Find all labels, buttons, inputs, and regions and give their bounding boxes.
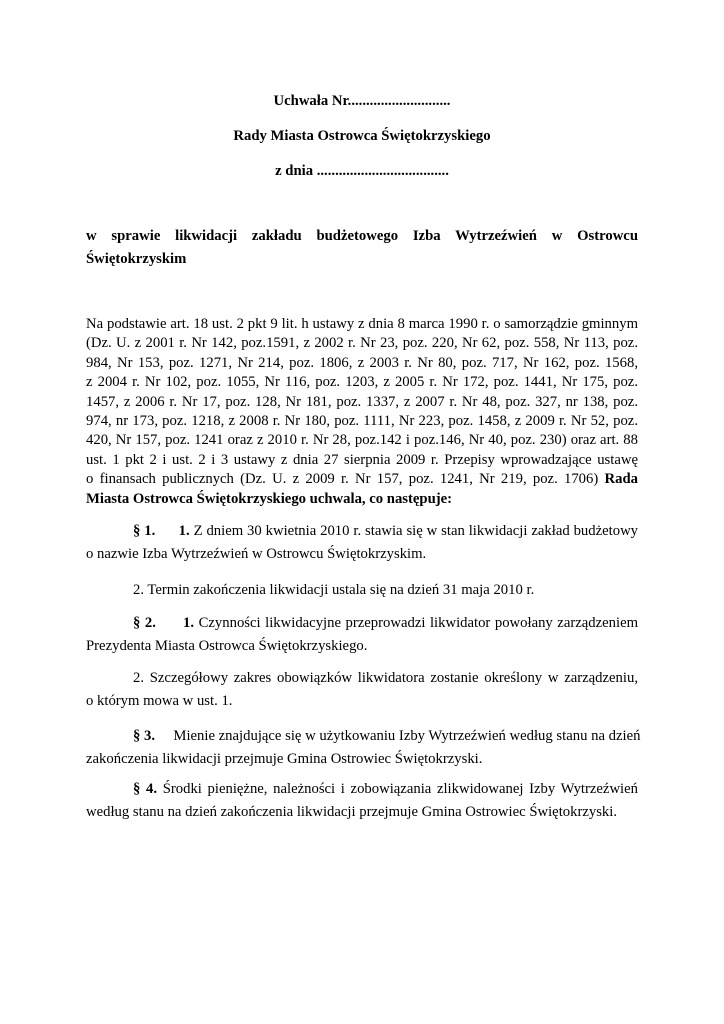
- preamble-line: Na podstawie art. 18 ust. 2 pkt 9 lit. h ustawy z dnia 8 marca 1990 r. o samorządzie gminnym: [86, 316, 638, 332]
- preamble-line-text: o finansach publicznych (Dz. U. z 2009 r. Nr 157, poz. 1241, Nr 219, poz. 1706): [86, 471, 599, 488]
- section-3-mark: § 3.: [133, 728, 156, 744]
- preamble-line: (Dz. U. z 2001 r. Nr 142, poz.1591, z 2002 r. Nr 23, poz. 220, Nr 62, poz. 558, Nr 113, poz.: [86, 335, 638, 352]
- preamble-line-last: [86, 470, 638, 489]
- section-2-point-2-line-1: 2. Szczegółowy zakres obowiązków likwidatora zostanie określony w zarządzeniu,: [133, 670, 638, 686]
- section-2: [86, 612, 638, 658]
- section-3-text: Mienie znajdujące się w użytkowaniu Izby Wytrzeźwień według stanu na dzień: [173, 728, 641, 744]
- subject-line-2: Świętokrzyskim: [86, 251, 187, 267]
- preamble: [86, 315, 638, 509]
- subject: [86, 225, 638, 271]
- section-1: [86, 520, 638, 566]
- resolution-title: Uchwała Nr............................: [273, 93, 451, 109]
- section-1-point-1-number: 1.: [178, 523, 190, 539]
- section-3-line-2: zakończenia likwidacji przejmuje Gmina Ostrowiec Świętokrzyski.: [86, 751, 483, 767]
- section-3-line-1: [86, 725, 641, 748]
- subject-line-1: w sprawie likwidacji zakładu budżetowego Izba Wytrzeźwień w Ostrowcu: [86, 228, 638, 244]
- section-2-point-2-line-2: o którym mowa w ust. 1.: [86, 693, 233, 709]
- section-3: [86, 725, 641, 771]
- section-2-mark: § 2.: [133, 615, 156, 631]
- preamble-line: 1457, z 2006 r. Nr 17, poz. 128, Nr 181, poz. 1337, z 2007 r. Nr 48, poz. 327, nr 138, poz.: [86, 393, 638, 410]
- date-line: z dnia ....................................: [275, 163, 449, 179]
- section-4-line-1: [86, 778, 638, 801]
- preamble-line: 420, Nr 157, poz. 1241 oraz z 2010 r. Nr 28, poz.142 i poz.146, Nr 40, poz. 230) oraz art. 88: [86, 432, 638, 449]
- section-1-point-2-text: 2. Termin zakończenia likwidacji ustala się na dzień 31 maja 2010 r.: [133, 582, 535, 598]
- section-2-line-2: Prezydenta Miasta Ostrowca Świętokrzyskiego.: [86, 638, 368, 654]
- section-4-line-2: według stanu na dzień zakończenia likwidacji przejmuje Gmina Ostrowiec Świętokrzyski.: [86, 804, 618, 820]
- preamble-line: 974, nr 173, poz. 1218, z 2008 r. Nr 180, poz. 1111, Nr 223, poz. 1458, z 2009 r. Nr 52, poz.: [86, 413, 638, 430]
- section-4-mark: § 4.: [133, 781, 158, 797]
- resolution-formula-start: Rada: [604, 471, 638, 488]
- section-1-line-2: o nazwie Izba Wytrzeźwień w Ostrowcu Świętokrzyskim.: [86, 546, 427, 562]
- section-2-point-1-text: Czynności likwidacyjne przeprowadzi likwidator powołany zarządzeniem: [198, 615, 639, 631]
- preamble-line: 984, Nr 153, poz. 1271, Nr 214, poz. 1806, z 2003 r. Nr 80, poz. 717, Nr 162, poz. 1568,: [86, 354, 638, 371]
- section-2-line-1: [86, 612, 638, 635]
- resolution-formula: Miasta Ostrowca Świętokrzyskiego uchwala, co następuje:: [86, 490, 453, 507]
- preamble-line: ust. 1 pkt 2 i ust. 2 i 3 ustawy z dnia 27 sierpnia 2009 r. Przepisy wprowadzające ustawę: [86, 451, 638, 468]
- section-1-line-1: [86, 520, 638, 543]
- preamble-line: z 2004 r. Nr 102, poz. 1055, Nr 116, poz. 1203, z 2005 r. Nr 172, poz. 1441, Nr 175, poz.: [86, 374, 638, 391]
- section-2-point-2: [86, 667, 638, 713]
- issuer-line: Rady Miasta Ostrowca Świętokrzyskiego: [233, 128, 491, 144]
- section-4: [86, 778, 638, 824]
- section-4-text: Środki pieniężne, należności i zobowiązania zlikwidowanej Izby Wytrzeźwień: [162, 781, 639, 797]
- section-1-point-2: [86, 579, 638, 602]
- section-2-point-1-number: 1.: [183, 615, 195, 631]
- section-1-point-1-text: Z dniem 30 kwietnia 2010 r. stawia się w stan likwidacji zakład budżetowy: [193, 523, 639, 539]
- section-1-mark: § 1.: [133, 523, 156, 539]
